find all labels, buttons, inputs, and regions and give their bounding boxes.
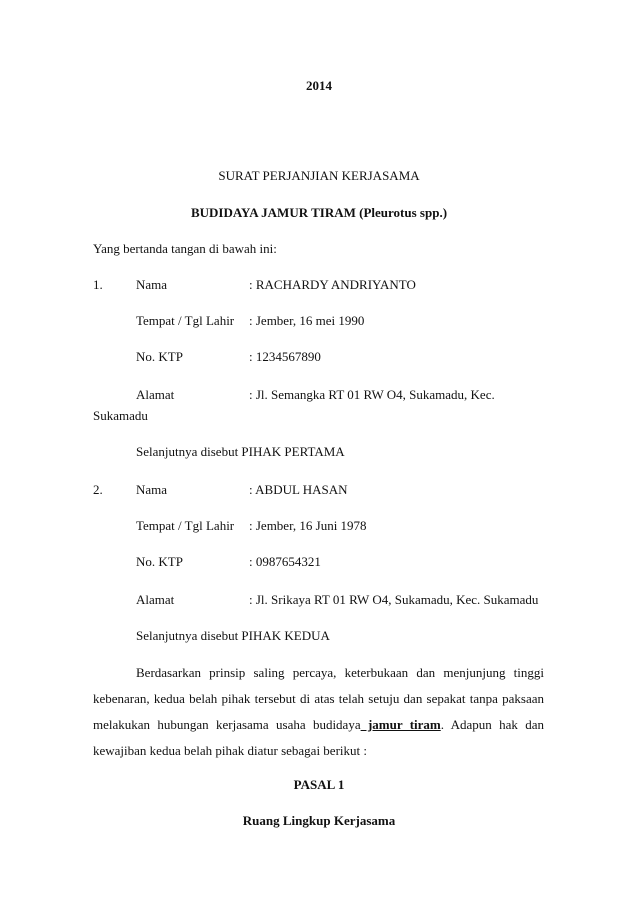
- paragraph-line-3: [93, 717, 544, 733]
- party1-address-continued: Sukamadu: [93, 408, 148, 423]
- paragraph-line-1: Berdasarkan prinsip saling percaya, keterbukaan dan menjunjung tinggi: [136, 665, 544, 680]
- party2-name-value: : ABDUL HASAN: [249, 482, 348, 497]
- party1-designation: Selanjutnya disebut PIHAK PERTAMA: [136, 444, 345, 459]
- paragraph-line-2: kebenaran, kedua belah pihak tersebut di atas telah setuju dan sepakat tanpa paksaan: [93, 691, 544, 706]
- party2-birth-label: Tempat / Tgl Lahir: [136, 518, 235, 533]
- document-subtitle: BUDIDAYA JAMUR TIRAM (Pleurotus spp.): [190, 205, 448, 220]
- party2-designation: Selanjutnya disebut PIHAK KEDUA: [136, 628, 330, 643]
- party2-birth-value: : Jember, 16 Juni 1978: [249, 518, 367, 533]
- party1-address-value: : Jl. Semangka RT 01 RW O4, Sukamadu, Kec.: [249, 387, 495, 402]
- paragraph-line-3-end: . Adapun hak dan: [440, 717, 544, 732]
- party1-name-label: Nama: [136, 277, 168, 292]
- party1-birth-label: Tempat / Tgl Lahir: [136, 313, 235, 328]
- party1-ktp-label: No. KTP: [136, 349, 183, 364]
- party1-birth-value: : Jember, 16 mei 1990: [249, 313, 365, 328]
- party2-name-label: Nama: [136, 482, 168, 497]
- party1-ktp-value: : 1234567890: [249, 349, 321, 364]
- pasal-title: PASAL 1: [293, 777, 345, 792]
- party2-number: 2.: [93, 482, 103, 497]
- party2-address-value: : Jl. Srikaya RT 01 RW O4, Sukamadu, Kec. Sukamadu: [249, 592, 539, 607]
- paragraph-line-3-start: melakukan hubungan kerjasama usaha budidaya: [93, 717, 361, 732]
- party1-name-value: : RACHARDY ANDRIYANTO: [249, 277, 416, 292]
- paragraph-emphasis: jamur tiram: [360, 717, 441, 732]
- party2-address-label: Alamat: [136, 592, 175, 607]
- pasal-subtitle: Ruang Lingkup Kerjasama: [242, 813, 396, 828]
- party2-ktp-value: : 0987654321: [249, 554, 321, 569]
- document-year: 2014: [306, 78, 332, 93]
- paragraph-line-4: kewajiban kedua belah pihak diatur sebagai berikut :: [93, 743, 367, 758]
- intro-text: Yang bertanda tangan di bawah ini:: [93, 241, 277, 256]
- party2-ktp-label: No. KTP: [136, 554, 183, 569]
- document-title: SURAT PERJANJIAN KERJASAMA: [218, 168, 420, 183]
- party1-address-label: Alamat: [136, 387, 175, 402]
- party1-number: 1.: [93, 277, 103, 292]
